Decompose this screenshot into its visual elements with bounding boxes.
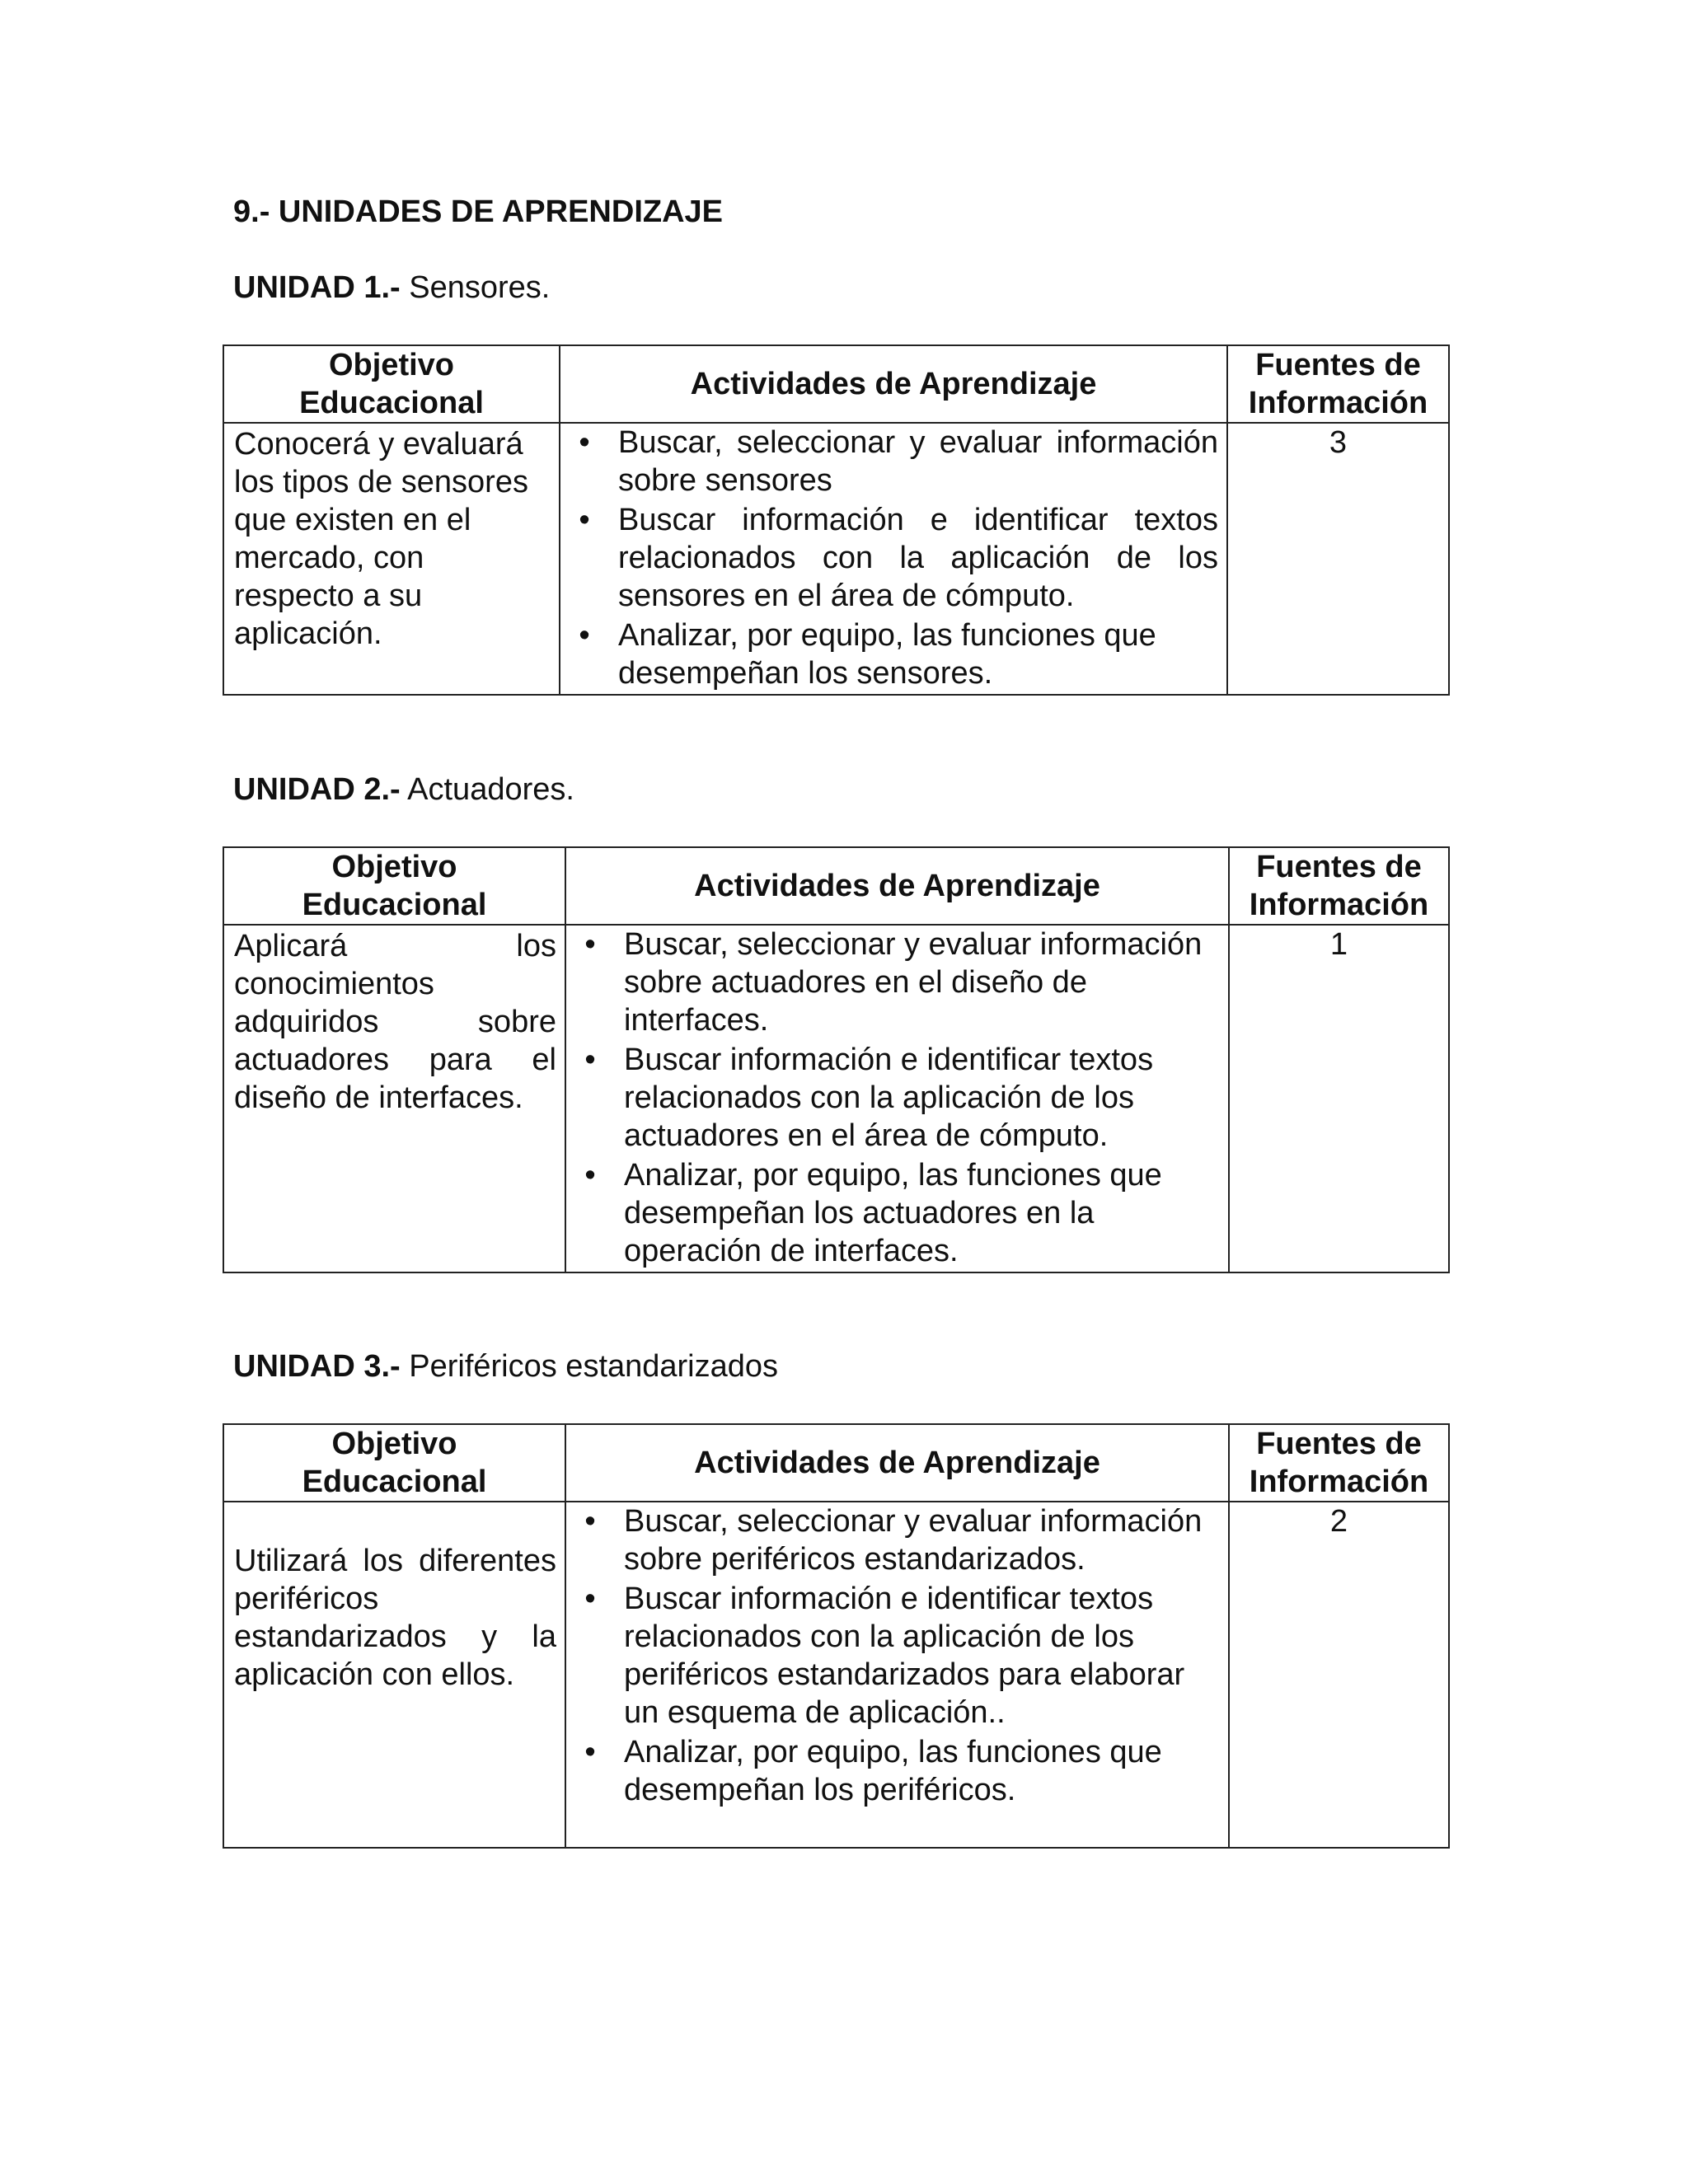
unit-2-activities-cell: [565, 925, 1229, 1272]
sources-header: Fuentes de Información: [1227, 345, 1449, 423]
activity-text: Buscar, seleccionar y evaluar información sobre sensores: [618, 425, 1218, 498]
unit-2-objective: Aplicará los conocimientos adquiridos sobre actuadores para el diseño de interfaces.: [223, 925, 565, 1272]
unit-1-activities: [560, 424, 1226, 692]
activity-text: Buscar información e identificar textos relacionados con la aplicación de los sensores en el área de cómputo.: [618, 503, 1218, 613]
objective-header: Objetivo Educacional: [223, 345, 560, 423]
activities-header: Actividades de Aprendizaje: [560, 345, 1227, 423]
objective-header: Objetivo Educacional: [223, 1424, 565, 1502]
unit-1-activities-cell: [560, 423, 1227, 695]
unit-1-heading: [233, 270, 550, 306]
bullet-icon: •: [584, 1043, 596, 1077]
activity-text: Buscar información e identificar textos relacionados con la aplicación de los actuadores en el área de cómputo.: [624, 1043, 1154, 1153]
unit-3-label: UNIDAD 3.-: [233, 1349, 401, 1384]
unit-3-activities-cell: [565, 1502, 1229, 1848]
activity-item: [566, 1580, 1220, 1732]
unit-3-activities: [566, 1502, 1228, 1809]
activity-item: [566, 1041, 1220, 1155]
unit-2-name: Actuadores.: [407, 772, 574, 807]
unit-2-header-row: [223, 847, 1449, 925]
bullet-icon: •: [584, 1582, 596, 1616]
page-title: 9.- UNIDADES DE APRENDIZAJE: [233, 194, 724, 229]
activity-text: Analizar, por equipo, las funciones que desempeñan los sensores.: [618, 618, 1156, 691]
activity-item: [566, 926, 1220, 1039]
unit-1-label: UNIDAD 1.-: [233, 270, 401, 305]
activity-item: [560, 616, 1218, 692]
activity-text: Buscar, seleccionar y evaluar información sobre periféricos estandarizados.: [624, 1504, 1203, 1577]
unit-2-sources: 1: [1229, 925, 1449, 1272]
unit-2-label: UNIDAD 2.-: [233, 772, 401, 807]
unit-3-table: [223, 1423, 1450, 1849]
unit-1-row: [223, 423, 1449, 695]
activity-text: Analizar, por equipo, las funciones que desempeñan los actuadores en la operación de interfaces.: [624, 1158, 1162, 1268]
unit-1-objective: Conocerá y evaluará los tipos de sensores que existen en el mercado, con respecto a su aplicación.: [223, 423, 560, 695]
sources-header: Fuentes de Información: [1229, 1424, 1449, 1502]
bullet-icon: •: [579, 425, 590, 460]
bullet-icon: •: [584, 927, 596, 962]
unit-2-activities: [566, 926, 1228, 1270]
unit-3-objective: Utilizará los diferentes periféricos estandarizados y la aplicación con ellos.: [223, 1502, 565, 1848]
unit-1-sources: 3: [1227, 423, 1449, 695]
unit-2-row: [223, 925, 1449, 1272]
unit-1-header-row: [223, 345, 1449, 423]
objective-header: Objetivo Educacional: [223, 847, 565, 925]
unit-3-header-row: [223, 1424, 1449, 1502]
activity-item: [560, 501, 1218, 615]
activities-header: Actividades de Aprendizaje: [565, 847, 1229, 925]
activity-item: [566, 1156, 1220, 1270]
unit-1-table: [223, 344, 1450, 696]
bullet-icon: •: [584, 1735, 596, 1769]
unit-1-name: Sensores.: [409, 270, 551, 305]
sources-header: Fuentes de Información: [1229, 847, 1449, 925]
bullet-icon: •: [579, 503, 590, 537]
activity-text: Buscar información e identificar textos relacionados con la aplicación de los periféricos estandarizados para elaborar un esquema de aplicación..: [624, 1582, 1185, 1730]
activity-item: [566, 1733, 1220, 1809]
activity-text: Buscar, seleccionar y evaluar información sobre actuadores en el diseño de interfaces.: [624, 927, 1203, 1038]
activity-item: [560, 424, 1218, 499]
activity-text: Analizar, por equipo, las funciones que desempeñan los periféricos.: [624, 1735, 1162, 1807]
unit-2-heading: [233, 772, 574, 808]
unit-3-row: [223, 1502, 1449, 1848]
bullet-icon: •: [579, 618, 590, 653]
unit-2-table: [223, 846, 1450, 1273]
bullet-icon: •: [584, 1504, 596, 1539]
bullet-icon: •: [584, 1158, 596, 1193]
activities-header: Actividades de Aprendizaje: [565, 1424, 1229, 1502]
unit-3-name: Periféricos estandarizados: [409, 1349, 779, 1384]
unit-3-heading: [233, 1349, 778, 1385]
activity-item: [566, 1502, 1220, 1578]
unit-3-sources: 2: [1229, 1502, 1449, 1848]
